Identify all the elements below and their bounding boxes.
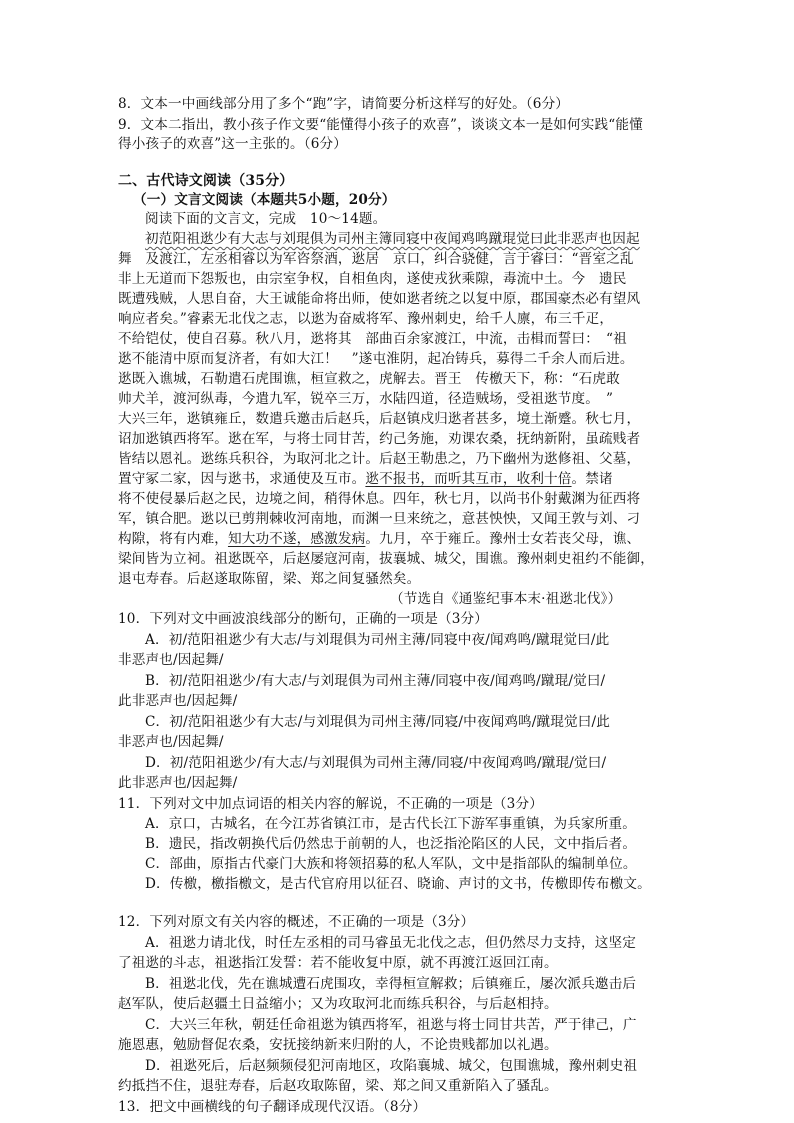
instructions: 阅读下面的文言文，完成 10～14题。 xyxy=(145,211,387,227)
question-11: 11．下列对文中加点词语的相关内容的解说，不正确的一项是（3分） xyxy=(118,796,543,812)
passage-line-8: 逖既入谯城，石勒遣石虎围谯，桓宣救之，虎解去。晋王 传檄天下，称：“石虎敢 xyxy=(118,371,620,387)
q12-option-b-line-1: B．祖逖北伐，先在谯城遭石虎围攻，幸得桓宣解救；后镇雍丘，屡次派兵邀击后 xyxy=(145,976,637,992)
passage-line-12: 皆结以恩礼。逖练兵积谷，为取河北之计。后赵王勒患之，乃下幽州为逖修祖、父墓， xyxy=(118,451,641,467)
passage-line-14: 将不使侵暴后赵之民，边境之间，稍得休息。四年，秋七月，以尚书仆射戴渊为征西将 xyxy=(118,491,641,507)
q11-option-a: A．京口，古城名，在今江苏省镇江市，是古代长江下游军事重镇，为兵家所重。 xyxy=(145,816,636,832)
q12-option-a-line-1: A．祖逖力请北伐，时任左丞相的司马睿虽无北伐之志，但仍然尽力支持，这坚定 xyxy=(145,935,636,951)
q12-option-d-line-2: 约抵挡不住，退驻寿春，后赵攻取陈留，梁、郑之间又重新陷入了骚乱。 xyxy=(118,1078,558,1094)
passage-line-7: 逖不能清中原而复济者，有如大江！ ”遂屯淮阴，起冶铸兵，募得二千余人而后进。 xyxy=(118,351,634,367)
q10-option-a-line-2: 非恶声也/因起舞/ xyxy=(118,652,224,668)
passage-line-1: 初范阳祖逖少有大志与刘琨俱为司州主簿同寝中夜闻鸡鸣蹴琨觉曰此非恶声也因起 xyxy=(145,231,640,247)
passage-line-11: 诏加逖镇西将军。逖在军，与将士同甘苦，约己务施，劝课农桑，抚纳新附，虽疏贱者 xyxy=(118,431,641,447)
passage-line-9: 帅犬羊，渡河纵毒，今遣九军，锐卒三万，水陆四道，径造贼场，受祖逖节度。 ” xyxy=(118,391,614,407)
passage-line-2: 舞 及渡江，左丞相睿以为军咨祭酒，逖居 京口，纠合骁健，言于睿曰：“晋室之乱 xyxy=(118,251,634,267)
question-9-line-2: 得小孩子的欢喜”这一主张的。（6分） xyxy=(118,136,347,152)
passage-line-3: 非上无道而下怨叛也，由宗室争权，自相鱼肉，遂使戎狄乘隙，毒流中土。今 遗民 xyxy=(118,271,627,287)
q10-option-b-line-2: 此非恶声也/因起舞/ xyxy=(118,693,238,709)
question-9-line-1: 9．文本二指出，教小孩子作文要“能懂得小孩子的欢喜”，谈谈文本一是如何实践“能懂 xyxy=(118,117,643,133)
q10-option-d-line-1: D．初/范阳祖逖少/有大志/与刘琨俱为司州主薄/同寝/中夜闻鸡鸣/蹴琨/觉曰/ xyxy=(145,755,607,771)
section-heading: 二、古代诗文阅读（35分） xyxy=(118,173,294,189)
passage-line-5: 响应者矣。”睿素无北伐之志，以逖为奋威将军、豫州刺史，给千人廪，布三千疋， xyxy=(118,311,614,327)
passage-line-15: 军，镇合肥。逖以已剪荆棘收河南地，而渊一旦来统之，意甚怏怏，又闻王敦与刘、刁 xyxy=(118,511,641,527)
q11-option-c: C．部曲，原指古代豪门大族和将领招募的私人军队，文中是指部队的编制单位。 xyxy=(145,856,637,872)
passage-source: （节选自《通鉴纪事本末·祖逖北伐》） xyxy=(390,591,622,607)
question-10: 10．下列对文中画波浪线部分的断句，正确的一项是（3分） xyxy=(118,611,488,627)
underlined-sentence-2: 知大功不遂，感激发病 xyxy=(227,531,366,547)
passage-line-17: 梁间皆为立祠。祖逖既卒，后赵屡寇河南，拔襄城、城父，围谯。豫州刺史祖约不能御， xyxy=(118,551,655,567)
q10-option-d-line-2: 此非恶声也/因起舞/ xyxy=(118,775,238,791)
q10-option-c-line-1: C．初/范阳祖逖少有大志/与刘琨俱为司州主薄/同寝/中夜闻鸡鸣/蹴琨觉曰/此 xyxy=(145,714,610,730)
passage-line-4: 既遭残贼，人思自奋，大王诚能命将出师，使如逖者统之以复中原，郡国豪杰必有望风 xyxy=(118,291,641,307)
q10-option-c-line-2: 非恶声也/因起舞/ xyxy=(118,734,224,750)
q12-option-c-line-2: 施恩惠，勉励督促农桑，安抚接纳新来归附的人，不论贵贱都加以礼遇。 xyxy=(118,1037,558,1053)
q10-option-a-line-1: A．初/范阳祖逖少有大志/与刘琨俱为司州主薄/同寝中夜/闻鸡鸣/蹴琨觉曰/此 xyxy=(145,632,610,648)
question-12: 12．下列对原文有关内容的概述，不正确的一项是（3分） xyxy=(118,914,475,930)
q10-option-b-line-1: B．初/范阳祖逖少/有大志/与刘琨俱为司州主薄/同寝中夜/闻鸡鸣/蹴琨/觉曰/ xyxy=(145,673,606,689)
q11-option-d: D．传檄，檄指檄文，是古代官府用以征召、晓谕、声讨的文书，传檄即传布檄文。 xyxy=(145,876,651,892)
passage-line-6: 不给铠仗，使自召募。秋八月，逖将其 部曲百余家渡江，中流，击楫而誓曰： “祖 xyxy=(118,331,627,347)
q12-option-c-line-1: C．大兴三年秋，朝廷任命祖逖为镇西将军，祖逖与将士同甘共苦，严于律己，广 xyxy=(145,1017,637,1033)
q12-option-a-line-2: 了祖逖的斗志，祖逖指江发誓：若不能收复中原，就不再渡江返回江南。 xyxy=(118,955,558,971)
passage-line-10: 大兴三年，逖镇雍丘，数遣兵邀击后赵兵，后赵镇戍归逖者甚多，境土渐蹙。秋七月， xyxy=(118,411,641,427)
q12-option-b-line-2: 赵军队，使后赵疆土日益缩小；又为攻取河北而练兵积谷，与后赵相持。 xyxy=(118,996,558,1012)
q11-option-b: B．遗民，指改朝换代后仍然忠于前朝的人，也泛指沦陷区的人民，文中指后者。 xyxy=(145,836,637,852)
passage-line-13: 置守冢二家，因与逖书，求通使及互市。逖不报书，而听其互市，收利十倍。禁诸 xyxy=(118,471,613,487)
underlined-sentence-1: 逖不报书，而听其互市，收利十倍 xyxy=(365,471,572,487)
passage-line-16: 构隙，将有内难，知大功不遂，感激发病。九月，卒于雍丘。豫州士女若丧父母，谯、 xyxy=(118,531,641,547)
question-8: 8．文本一中画线部分用了多个“跑”字，请简要分析这样写的好处。（6分） xyxy=(118,96,570,112)
q12-option-d-line-1: D．祖逖死后，后赵频频侵犯河南地区，攻陷襄城、城父，包围谯城，豫州刺史祖 xyxy=(145,1058,638,1074)
subsection-heading: （一）文言文阅读（本题共5小题，20分） xyxy=(133,192,396,208)
passage-line-18: 退屯寿春。后赵遂取陈留，梁、郑之间复骚然矣。 xyxy=(118,571,421,587)
question-13: 13．把文中画横线的句子翻译成现代汉语。（8分） xyxy=(118,1099,427,1115)
